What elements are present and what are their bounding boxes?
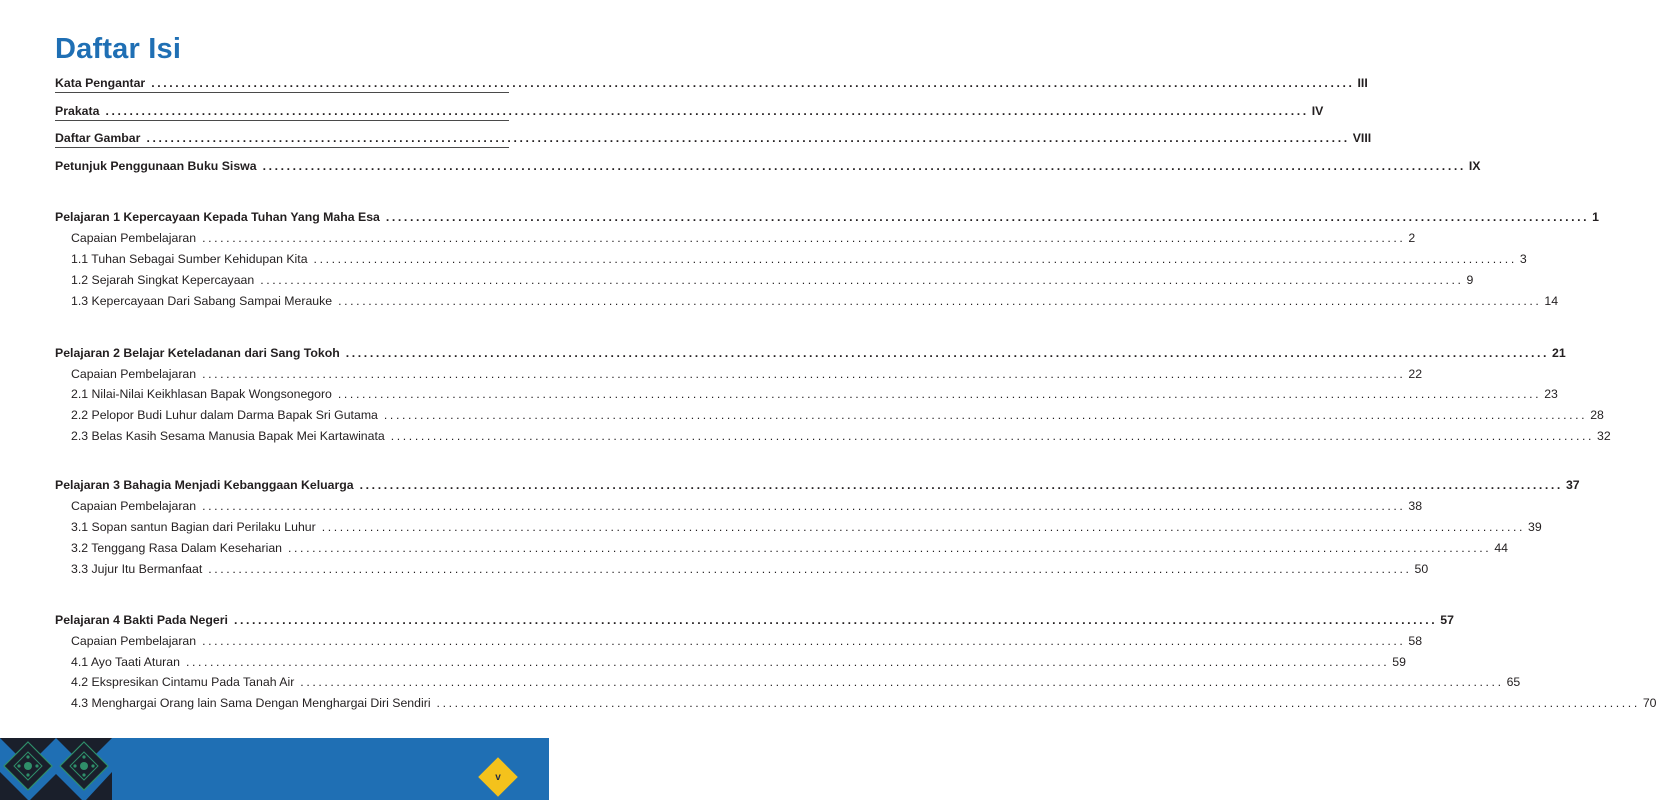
toc-subentry-page: 14 — [1544, 294, 1559, 308]
dot-leader: ........................................................................................................................................................................................................ — [208, 562, 1412, 576]
toc-subentry[interactable] — [71, 669, 1521, 689]
toc-subentry[interactable] — [71, 288, 1559, 308]
toc-subentry[interactable] — [71, 690, 1657, 710]
toc-subentry-page: 23 — [1544, 387, 1558, 401]
toc-subentry-label: 4.1 Ayo Taati Aturan — [71, 655, 180, 669]
toc-subentry-page: 59 — [1392, 655, 1406, 669]
dot-leader: ........................................................................................................................................................................................................ — [146, 131, 1350, 145]
toc-subentry[interactable] — [71, 361, 1423, 381]
toc-entry-label: Kata Pengantar — [55, 76, 146, 90]
toc-entry-label: Petunjuk Penggunaan Buku Siswa — [55, 159, 257, 173]
toc-subentry-page: 22 — [1408, 367, 1423, 381]
toc-lesson-label: Pelajaran 1 Kepercayaan Kepada Tuhan Yang Maha Esa — [55, 210, 380, 224]
toc-subentry-label: 2.2 Pelopor Budi Luhur dalam Darma Bapak Sri Gutama — [71, 408, 378, 422]
toc-subentry-label: 4.3 Menghargai Orang lain Sama Dengan Menghargai Diri Sendiri — [71, 696, 431, 710]
toc-lesson-1[interactable] — [55, 204, 1600, 224]
toc-subentry[interactable] — [71, 267, 1474, 287]
dot-leader: ........................................................................................................................................................................................................ — [313, 252, 1517, 266]
dot-leader: ........................................................................................................................................................................................................ — [288, 541, 1492, 555]
toc-entry-prakata[interactable] — [55, 98, 1324, 118]
toc-subentry-label: Capaian Pembelajaran — [71, 367, 197, 381]
dot-leader: ........................................................................................................................................................................................................ — [338, 294, 1542, 308]
toc-lesson-3[interactable] — [55, 472, 1580, 492]
toc-subentry-page: 58 — [1408, 634, 1423, 648]
toc-subentry-page: 2 — [1408, 231, 1416, 245]
dot-leader: ........................................................................................................................................................................................................ — [300, 675, 1504, 689]
toc-lesson-page: 21 — [1552, 346, 1566, 360]
toc-subentry[interactable] — [71, 246, 1527, 266]
dot-leader: ........................................................................................................................................................................................................ — [436, 696, 1640, 710]
dot-leader: ........................................................................................................................................................................................................ — [321, 520, 1526, 534]
toc-entry-label: Prakata — [55, 104, 100, 118]
dot-leader: ........................................................................................................................................................................................................ — [202, 367, 1406, 381]
toc-subentry-page: 50 — [1414, 562, 1429, 576]
toc-subentry-page: 32 — [1597, 429, 1611, 443]
toc-lesson-page: 37 — [1565, 478, 1580, 492]
toc-subentry-page: 3 — [1519, 252, 1527, 266]
toc-subentry-label: 3.1 Sopan santun Bagian dari Perilaku Luhur — [71, 520, 316, 534]
dot-leader: ........................................................................................................................................................................................................ — [105, 104, 1309, 118]
toc-entry-daftar-gambar[interactable] — [55, 125, 1372, 145]
dot-leader: ........................................................................................................................................................................................................ — [151, 76, 1355, 90]
page-title: Daftar Isi — [55, 33, 182, 65]
toc-subentry-page: 38 — [1408, 499, 1423, 513]
toc-subentry-label: Capaian Pembelajaran — [71, 499, 197, 513]
dot-leader: ........................................................................................................................................................................................................ — [383, 408, 1588, 422]
dot-leader: ........................................................................................................................................................................................................ — [385, 210, 1590, 224]
toc-subentry-label: 3.2 Tenggang Rasa Dalam Keseharian — [71, 541, 283, 555]
toc-subentry[interactable] — [71, 649, 1406, 669]
toc-subentry[interactable] — [71, 423, 1611, 443]
toc-lesson-4[interactable] — [55, 607, 1454, 627]
toc-entry-label: Daftar Gambar — [55, 131, 141, 145]
toc-entry-page: III — [1357, 76, 1368, 90]
toc-subentry[interactable] — [71, 628, 1423, 648]
toc-subentry[interactable] — [71, 381, 1558, 401]
toc-subentry-label: 1.3 Kepercayaan Dari Sabang Sampai Merauke — [71, 294, 333, 308]
dot-leader: ........................................................................................................................................................................................................ — [202, 231, 1406, 245]
divider — [55, 92, 509, 93]
toc-lesson-label: Pelajaran 4 Bakti Pada Negeri — [55, 613, 228, 627]
dot-leader: ........................................................................................................................................................................................................ — [359, 478, 1563, 492]
dot-leader: ........................................................................................................................................................................................................ — [202, 499, 1406, 513]
toc-subentry[interactable] — [71, 556, 1429, 576]
dot-leader: ........................................................................................................................................................................................................ — [202, 634, 1406, 648]
toc-subentry-label: Capaian Pembelajaran — [71, 634, 197, 648]
toc-entry-kata-pengantar[interactable] — [55, 70, 1368, 90]
toc-subentry-label: 1.2 Sejarah Singkat Kepercayaan — [71, 273, 255, 287]
dot-leader: ........................................................................................................................................................................................................ — [390, 429, 1595, 443]
toc-subentry-page: 39 — [1528, 520, 1542, 534]
toc-subentry[interactable] — [71, 535, 1508, 555]
toc-entry-page: IV — [1311, 104, 1324, 118]
dot-leader: ........................................................................................................................................................................................................ — [337, 387, 1542, 401]
toc-lesson-label: Pelajaran 3 Bahagia Menjadi Kebanggaan Keluarga — [55, 478, 354, 492]
toc-lesson-page: 57 — [1440, 613, 1454, 627]
toc-entry-petunjuk[interactable] — [55, 153, 1481, 173]
toc-entry-page: VIII — [1352, 131, 1372, 145]
dot-leader: ........................................................................................................................................................................................................ — [260, 273, 1464, 287]
toc-lesson-page: 1 — [1592, 210, 1600, 224]
toc-lesson-label: Pelajaran 2 Belajar Keteladanan dari Sang Tokoh — [55, 346, 340, 360]
dot-leader: ........................................................................................................................................................................................................ — [345, 346, 1550, 360]
toc-subentry-page: 70 — [1642, 696, 1657, 710]
page-number: v — [495, 771, 501, 783]
toc-subentry-label: 3.3 Jujur Itu Bermanfaat — [71, 562, 203, 576]
toc-subentry-page: 44 — [1494, 541, 1508, 555]
batik-pattern-icon — [0, 738, 112, 800]
toc-subentry-page: 9 — [1466, 273, 1474, 287]
toc-subentry-label: 1.1 Tuhan Sebagai Sumber Kehidupan Kita — [71, 252, 308, 266]
toc-subentry-page: 28 — [1590, 408, 1604, 422]
toc-subentry-label: 2.3 Belas Kasih Sesama Manusia Bapak Mei Kartawinata — [71, 429, 385, 443]
divider — [55, 120, 509, 121]
toc-subentry-label: 4.2 Ekspresikan Cintamu Pada Tanah Air — [71, 675, 295, 689]
toc-subentry-label: 2.1 Nilai-Nilai Keikhlasan Bapak Wongsonegoro — [71, 387, 332, 401]
dot-leader: ........................................................................................................................................................................................................ — [185, 655, 1390, 669]
divider — [55, 147, 509, 148]
toc-lesson-2[interactable] — [55, 340, 1566, 360]
toc-subentry[interactable] — [71, 493, 1423, 513]
toc-subentry-page: 65 — [1506, 675, 1521, 689]
toc-entry-page: IX — [1468, 159, 1481, 173]
toc-subentry[interactable] — [71, 225, 1416, 245]
toc-subentry[interactable] — [71, 514, 1542, 534]
toc-subentry[interactable] — [71, 402, 1604, 422]
toc-subentry-label: Capaian Pembelajaran — [71, 231, 197, 245]
dot-leader: ........................................................................................................................................................................................................ — [233, 613, 1438, 627]
dot-leader: ........................................................................................................................................................................................................ — [262, 159, 1466, 173]
